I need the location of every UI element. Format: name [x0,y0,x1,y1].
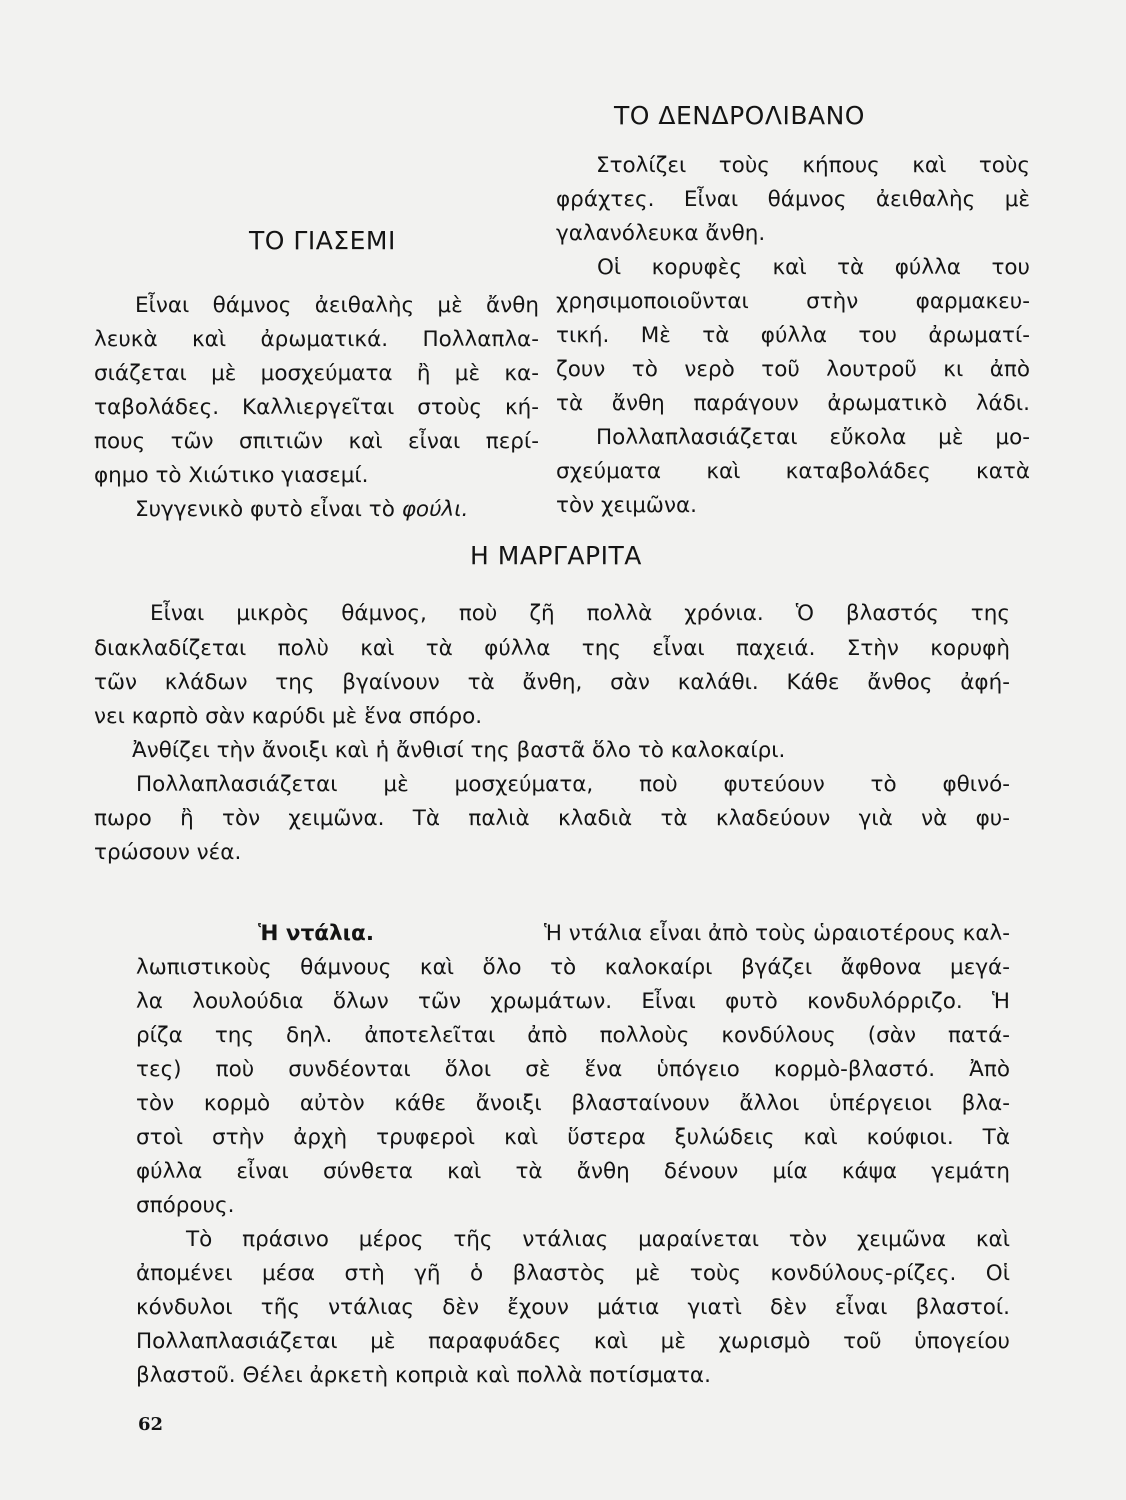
page-number: 62 [138,1414,164,1435]
ntalia-line: σπόρους. [136,1193,235,1218]
ntalia-first-line [258,923,1010,945]
margarita-line: Ἀνθίζει τὴν ἄνοιξι καὶ ἡ ἄνθισί της βαστᾶ ὅλο τὸ καλοκαίρι. [132,738,786,763]
giasemi-line: λευκὰ καὶ ἀρωματικά. Πολλαπλα- [94,327,539,352]
margarita-line: τῶν κλάδων της βγαίνουν τὰ ἄνθη, σὰν καλάθι. Κάθε ἄνθος ἀφή- [94,670,1010,695]
dendrolivano-line: Στολίζει τοὺς κήπους καὶ τοὺς [596,153,1030,178]
dendrolivano-line: σχεύματα καὶ καταβολάδες κατὰ [556,459,1030,484]
margarita-line: τρώσουν νέα. [94,840,242,865]
dendrolivano-line: τὸν χειμῶνα. [556,493,697,518]
margarita-title: Η ΜΑΡΓΑΡΙΤΑ [470,541,642,570]
giasemi-last-line [135,499,468,521]
dendrolivano-line: τὰ ἄνθη παράγουν ἀρωματικὸ λάδι. [556,391,1030,416]
ntalia-line: τες) ποὺ συνδέονται ὅλοι σὲ ἕνα ὑπόγειο κορμὸ-βλαστό. Ἀπὸ [136,1057,1010,1082]
dendrolivano-title: ΤΟ ΔΕΝΔΡΟΛΙΒΑΝΟ [614,101,865,130]
margarita-line: Πολλαπλασιάζεται μὲ μοσχεύματα, ποὺ φυτεύουν τὸ φθινό- [136,772,1010,797]
ntalia-line: λα λουλούδια ὅλων τῶν χρωμάτων. Εἶναι φυτὸ κονδυλόρριζο. Ἡ [136,989,1010,1014]
dendrolivano-line: φράχτες. Εἶναι θάμνος ἀειθαλὴς μὲ [556,187,1030,212]
dendrolivano-line: γαλανόλευκα ἄνθη. [556,221,766,246]
giasemi-line: φημο τὸ Χιώτικο γιασεμί. [94,463,369,488]
ntalia-line: κόνδυλοι τῆς ντάλιας δὲν ἔχουν μάτια γιατὶ δὲν εἶναι βλαστοί. [136,1295,1010,1320]
margarita-line: Εἶναι μικρὸς θάμνος, ποὺ ζῆ πολλὰ χρόνια. Ὁ βλαστός της [150,601,1010,626]
margarita-line: πωρο ἢ τὸν χειμῶνα. Τὰ παλιὰ κλαδιὰ τὰ κλαδεύουν γιὰ νὰ φυ- [94,806,1010,831]
ntalia-line: στοὶ στὴν ἀρχὴ τρυφεροὶ καὶ ὕστερα ξυλώδεις καὶ κούφιοι. Τὰ [136,1125,1010,1150]
margarita-line: νει καρπὸ σὰν καρύδι μὲ ἕνα σπόρο. [94,704,483,729]
giasemi-line: σιάζεται μὲ μοσχεύματα ἢ μὲ κα- [94,361,539,386]
dendrolivano-line: Πολλαπλασιάζεται εὔκολα μὲ μο- [596,425,1030,450]
dendrolivano-line: τική. Μὲ τὰ φύλλα του ἀρωματί- [556,323,1030,348]
giasemi-line: Εἶναι θάμνος ἀειθαλὴς μὲ ἄνθη [135,293,539,318]
ntalia-line: φύλλα εἶναι σύνθετα καὶ τὰ ἄνθη δένουν μία κάψα γεμάτη [136,1159,1010,1184]
ntalia-line: ρίζα της δηλ. ἀποτελεῖται ἀπὸ πολλοὺς κονδύλους (σὰν πατά- [136,1023,1010,1048]
margarita-line: διακλαδίζεται πολὺ καὶ τὰ φύλλα της εἶναι παχειά. Στὴν κορυφὴ [94,636,1010,661]
giasemi-fouli-italic: φούλι. [401,497,469,522]
dendrolivano-line: χρησιμοποιοῦνται στὴν φαρμακευ- [556,289,1030,314]
giasemi-last-line-text: Συγγενικὸ φυτὸ εἶναι τὸ [135,497,395,522]
ntalia-line: ἀπομένει μέσα στὴ γῆ ὁ βλαστὸς μὲ τοὺς κονδύλους-ρίζες. Οἱ [136,1261,1010,1286]
dendrolivano-line: Οἱ κορυφὲς καὶ τὰ φύλλα του [597,255,1030,280]
ntalia-first-line-text: Ἡ ντάλια εἶναι ἀπὸ τοὺς ὡραιοτέρους καλ- [543,921,1010,946]
ntalia-line: λωπιστικοὺς θάμνους καὶ ὅλο τὸ καλοκαίρι βγάζει ἄφθονα μεγά- [136,955,1010,980]
giasemi-line: πους τῶν σπιτιῶν καὶ εἶναι περί- [94,429,539,454]
giasemi-title: ΤΟ ΓΙΑΣΕΜΙ [249,226,396,255]
ntalia-lead: Ἡ ντάλια. [258,921,374,946]
ntalia-line: τὸν κορμὸ αὐτὸν κάθε ἄνοιξι βλασταίνουν ἄλλοι ὑπέργειοι βλα- [136,1091,1010,1116]
giasemi-line: ταβολάδες. Καλλιεργεῖται στοὺς κή- [94,395,539,420]
ntalia-line: βλαστοῦ. Θέλει ἀρκετὴ κοπριὰ καὶ πολλὰ ποτίσματα. [136,1363,711,1388]
ntalia-line: Πολλαπλασιάζεται μὲ παραφυάδες καὶ μὲ χωρισμὸ τοῦ ὑπογείου [136,1329,1010,1354]
dendrolivano-line: ζουν τὸ νερὸ τοῦ λουτροῦ κι ἀπὸ [556,357,1030,382]
ntalia-line: Τὸ πράσινο μέρος τῆς ντάλιας μαραίνεται τὸν χειμῶνα καὶ [186,1227,1010,1252]
